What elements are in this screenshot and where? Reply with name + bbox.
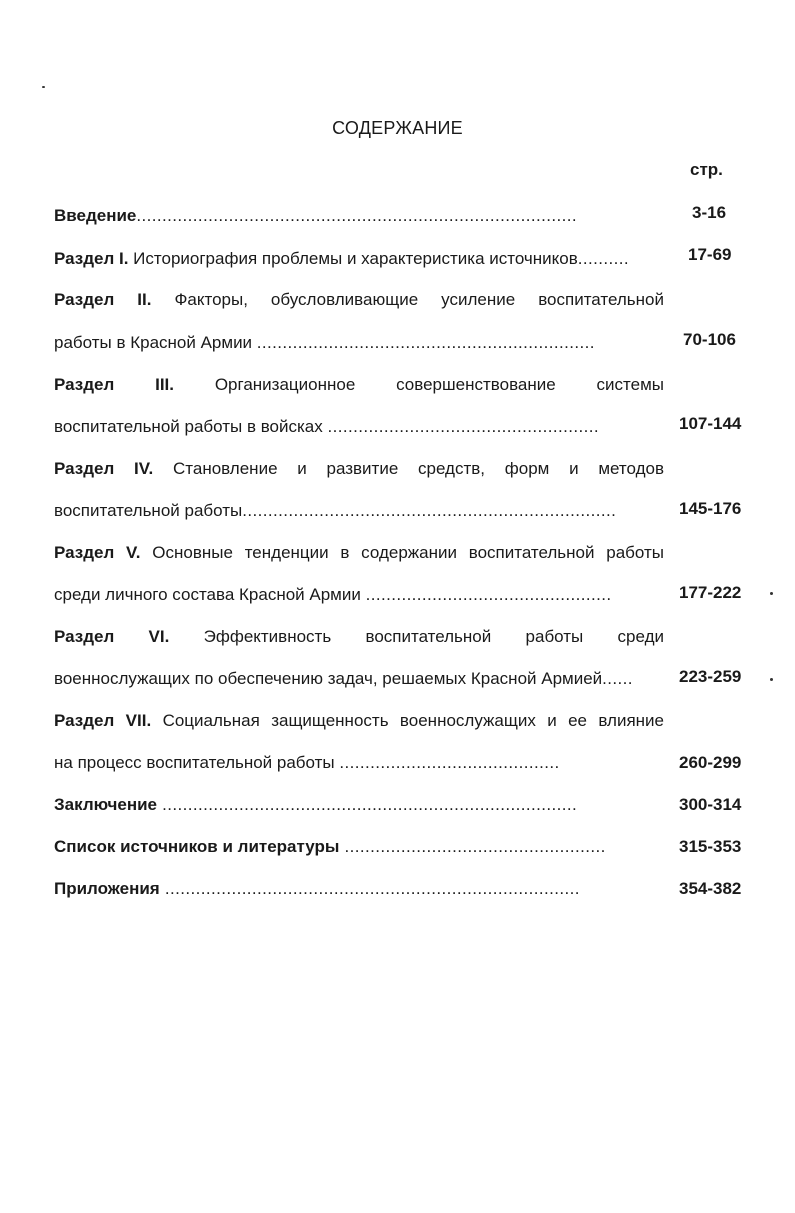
toc-page-range: 107-144 — [679, 414, 742, 433]
toc-entry-title: Факторы, обусловливающие усиление воспитательной — [174, 290, 664, 309]
toc-entry-label: Раздел III. — [54, 375, 174, 394]
toc-entry-section-3[interactable] — [54, 374, 664, 396]
toc-entry-title: Социальная защищенность военнослужащих и ее влияние — [162, 711, 664, 730]
toc-page-range: 315-353 — [679, 837, 742, 856]
toc-entry-label: Раздел VII. — [54, 711, 152, 730]
toc-entry-section-7[interactable] — [54, 710, 664, 732]
toc-entry-label: Введение — [54, 206, 137, 225]
toc-entry-section-6-cont[interactable] — [54, 668, 664, 690]
toc-entry-label: Раздел VI. — [54, 627, 170, 646]
toc-entry-introduction[interactable] — [54, 205, 664, 227]
toc-entry-section-2-cont[interactable] — [54, 332, 664, 354]
toc-page-range: 3-16 — [692, 203, 727, 222]
toc-entry-title-cont: среди личного состава Красной Армии — [54, 585, 366, 604]
toc-entry-bibliography[interactable] — [54, 836, 664, 858]
toc-leader-dots: ................................................................................. — [157, 795, 578, 814]
toc-entry-label: Раздел II. — [54, 290, 152, 309]
toc-page-range: 260-299 — [679, 753, 742, 772]
toc-page-range: 145-176 — [679, 499, 742, 518]
toc-page-range: 223-259 — [679, 667, 742, 686]
toc-entry-section-5-cont[interactable] — [54, 584, 664, 606]
toc-entry-section-3-cont[interactable] — [54, 416, 664, 438]
toc-leader-dots: .......... — [577, 249, 630, 268]
toc-leader-dots: ........................................... — [339, 753, 560, 772]
toc-page-range: 17-69 — [688, 245, 732, 264]
toc-leader-dots: ...................................................................................... — [136, 206, 577, 225]
toc-leader-dots: .................................................................. — [256, 333, 595, 352]
toc-page-range: 300-314 — [679, 795, 742, 814]
scan-speck — [770, 592, 773, 595]
scan-speck — [42, 86, 45, 88]
toc-entry-title: Эффективность воспитательной работы среди — [203, 627, 664, 646]
toc-leader-dots: ......................................................................... — [242, 501, 617, 520]
scan-speck — [770, 678, 773, 681]
toc-entry-label: Раздел I. — [54, 249, 129, 268]
toc-entry-title-cont: воспитательной работы — [54, 501, 243, 520]
toc-entry-label: Раздел V. — [54, 543, 141, 562]
toc-entry-section-1[interactable] — [54, 248, 664, 270]
toc-entry-conclusion[interactable] — [54, 794, 664, 816]
toc-entry-label: Заключение — [54, 795, 157, 814]
toc-entry-title: Историография проблемы и характеристика источников — [128, 249, 578, 268]
toc-entry-section-4-cont[interactable] — [54, 500, 664, 522]
toc-leader-dots: ................................................ — [365, 585, 612, 604]
toc-entry-label: Приложения — [54, 879, 160, 898]
toc-entry-section-7-cont[interactable] — [54, 752, 664, 774]
toc-entry-section-2[interactable] — [54, 289, 664, 311]
toc-entry-label: Список источников и литературы — [54, 837, 340, 856]
toc-entry-title: Основные тенденции в содержании воспитательной работы — [152, 543, 664, 562]
page-title: СОДЕРЖАНИЕ — [332, 118, 463, 138]
toc-page-range: 177-222 — [679, 583, 742, 602]
toc-entry-title-cont: воспитательной работы в войсках — [54, 417, 328, 436]
toc-page-range: 354-382 — [679, 879, 742, 898]
toc-entry-title-cont: работы в Красной Армии — [54, 333, 257, 352]
toc-leader-dots: ................................................... — [339, 837, 606, 856]
toc-entry-title-cont: военнослужащих по обеспечению задач, решаемых Красной Армией — [54, 669, 603, 688]
toc-leader-dots: ................................................................................. — [159, 879, 580, 898]
toc-leader-dots: ...... — [602, 669, 633, 688]
toc-entry-title: Организационное совершенствование системы — [214, 375, 664, 394]
toc-entry-section-6[interactable] — [54, 626, 664, 648]
toc-entry-title: Становление и развитие средств, форм и методов — [173, 459, 664, 478]
pages-column-label: стр. — [690, 160, 723, 179]
toc-entry-label: Раздел IV. — [54, 459, 154, 478]
toc-leader-dots: ..................................................... — [327, 417, 600, 436]
toc-entry-title-cont: на процесс воспитательной работы — [54, 753, 340, 772]
toc-entry-section-4[interactable] — [54, 458, 664, 480]
toc-entry-section-5[interactable] — [54, 542, 664, 564]
toc-page-range: 70-106 — [683, 330, 736, 349]
toc-entry-appendices[interactable] — [54, 878, 664, 900]
